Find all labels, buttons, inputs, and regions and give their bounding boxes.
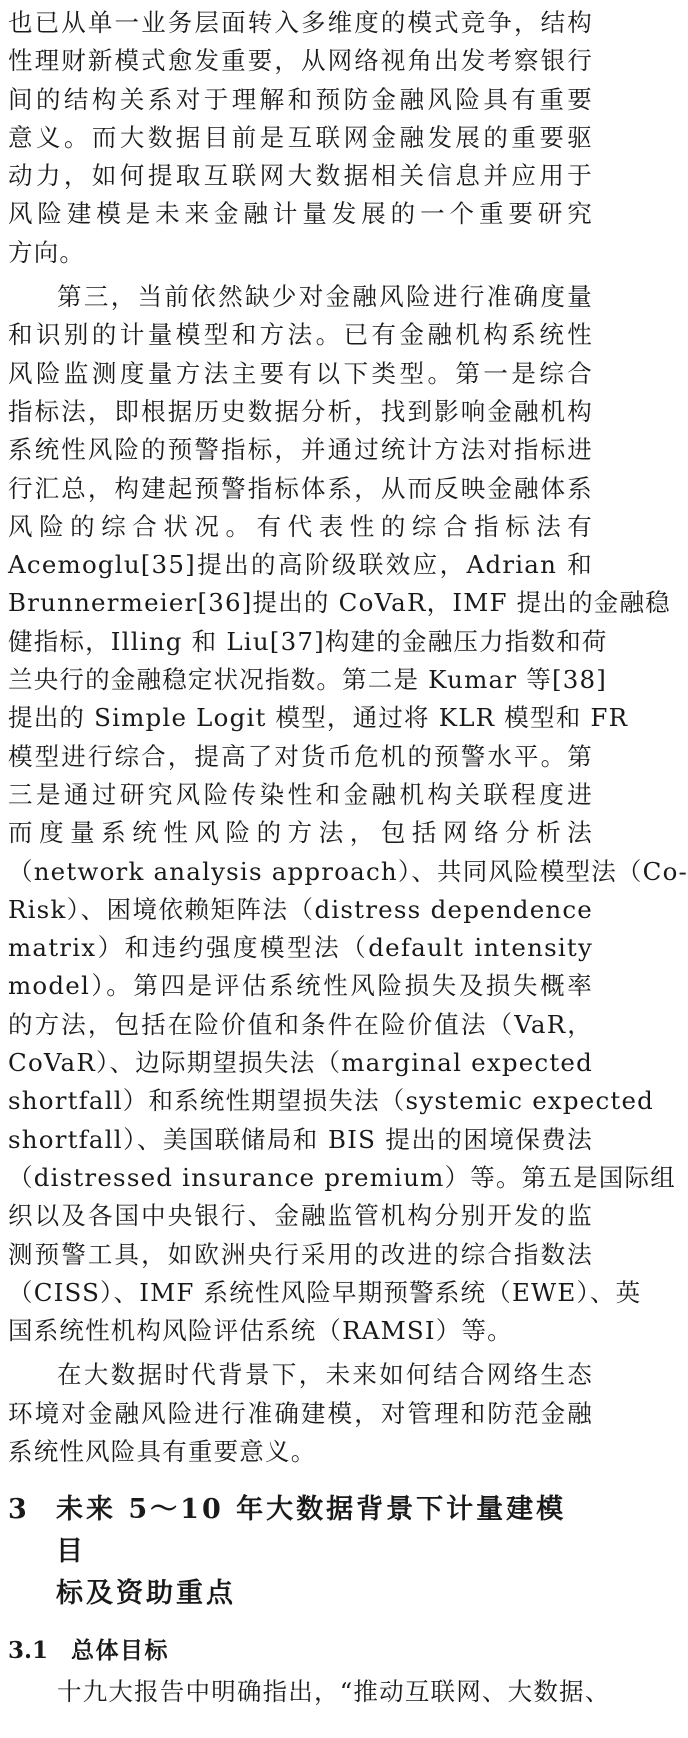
text-line: 间的结构关系对于理解和预防金融风险具有重要 — [8, 84, 593, 114]
text-line: 性理财新模式愈发重要，从网络视角出发考察银行 — [8, 46, 593, 76]
text-line: shortfall）和系统性期望损失法（systemic expected — [8, 1086, 655, 1116]
text-line: 和识别的计量模型和方法。已有金融机构系统性 — [8, 320, 593, 350]
text-line: 系统性风险的预警指标，并通过统计方法对指标进 — [8, 435, 593, 465]
text-line: Brunnermeier[36]提出的 CoVaR，IMF 提出的金融稳 — [8, 588, 671, 618]
text-line: 行汇总，构建起预警指标体系，从而反映金融体系 — [8, 473, 593, 503]
text-line: （distressed insurance premium）等。第五是国际组 — [8, 1162, 676, 1192]
section-heading-3-1 — [8, 1633, 593, 1669]
section-heading-3 — [8, 1489, 593, 1615]
text-line: 在大数据时代背景下，未来如何结合网络生态 — [57, 1360, 593, 1390]
text-line: matrix）和违约强度模型法（default intensity — [8, 933, 593, 963]
section-number: 3 — [8, 1494, 27, 1526]
text-line: 方向。 — [8, 237, 86, 267]
text-line: 意义。而大数据目前是互联网金融发展的重要驱 — [8, 122, 593, 152]
text-line: 三是通过研究风险传染性和金融机构关联程度进 — [8, 779, 593, 809]
text-line: 国系统性机构风险评估系统（RAMSI）等。 — [8, 1316, 513, 1346]
text-line: 动力，如何提取互联网大数据相关信息并应用于 — [8, 161, 593, 191]
text-line: 模型进行综合，提高了对货币危机的预警水平。第 — [8, 741, 593, 771]
text-line: 兰央行的金融稳定状况指数。第二是 Kumar 等[38] — [8, 665, 608, 695]
text-line: 风险建模是未来金融计量发展的一个重要研究 — [8, 199, 593, 229]
text-line: 环境对金融风险进行准确建模，对管理和防范金融 — [8, 1398, 593, 1428]
text-line: 风险的综合状况。有代表性的综合指标法有 — [8, 511, 593, 541]
text-line: 也已从单一业务层面转入多维度的模式竞争，结构 — [8, 8, 593, 37]
text-line: 的方法，包括在险价值和条件在险价值法（VaR， — [8, 1009, 593, 1039]
text-line: Risk）、困境依赖矩阵法（distress dependence — [8, 894, 593, 924]
paragraph-bigdata — [8, 1356, 593, 1471]
text-line: 织以及各国中央银行、金融监管机构分别开发的监 — [8, 1201, 593, 1231]
text-line: 健指标，Illing 和 Liu[37]构建的金融压力指数和荷 — [8, 626, 608, 656]
section-title-line: 标及资助重点 — [56, 1578, 236, 1610]
text-line: 系统性风险具有重要意义。 — [8, 1436, 317, 1466]
text-line: CoVaR）、边际期望损失法（marginal expected — [8, 1048, 593, 1078]
section-title-line: 未来 5～10 年大数据背景下计量建模目 — [56, 1494, 567, 1568]
subsection-title: 总体目标 — [71, 1637, 169, 1665]
text-line: 提出的 Simple Logit 模型，通过将 KLR 模型和 FR — [8, 703, 629, 733]
text-line: Acemoglu[35]提出的高阶级联效应，Adrian 和 — [8, 550, 593, 580]
text-line: （network analysis approach）、共同风险模型法（Co- — [8, 856, 688, 886]
text-line: 而度量系统性风险的方法，包括网络分析法 — [8, 818, 593, 848]
text-line: 十九大报告中明确指出，“推动互联网、大数据、 — [57, 1677, 611, 1707]
paper-page — [8, 4, 688, 1712]
text-line: model）。第四是评估系统性风险损失及损失概率 — [8, 971, 593, 1001]
paragraph-intro — [8, 4, 593, 272]
text-line: 风险监测度量方法主要有以下类型。第一是综合 — [8, 358, 593, 388]
text-line: 第三，当前依然缺少对金融风险进行准确度量 — [57, 282, 593, 312]
subsection-number: 3.1 — [8, 1637, 49, 1665]
paragraph-last — [8, 1673, 611, 1711]
text-line: 指标法，即根据历史数据分析，找到影响金融机构 — [8, 396, 593, 426]
paragraph-third — [8, 278, 688, 1350]
text-line: （CISS）、IMF 系统性风险早期预警系统（EWE）、英 — [8, 1277, 642, 1307]
text-line: shortfall）、美国联储局和 BIS 提出的困境保费法 — [8, 1124, 593, 1154]
text-line: 测预警工具，如欧洲央行采用的改进的综合指数法 — [8, 1239, 593, 1269]
